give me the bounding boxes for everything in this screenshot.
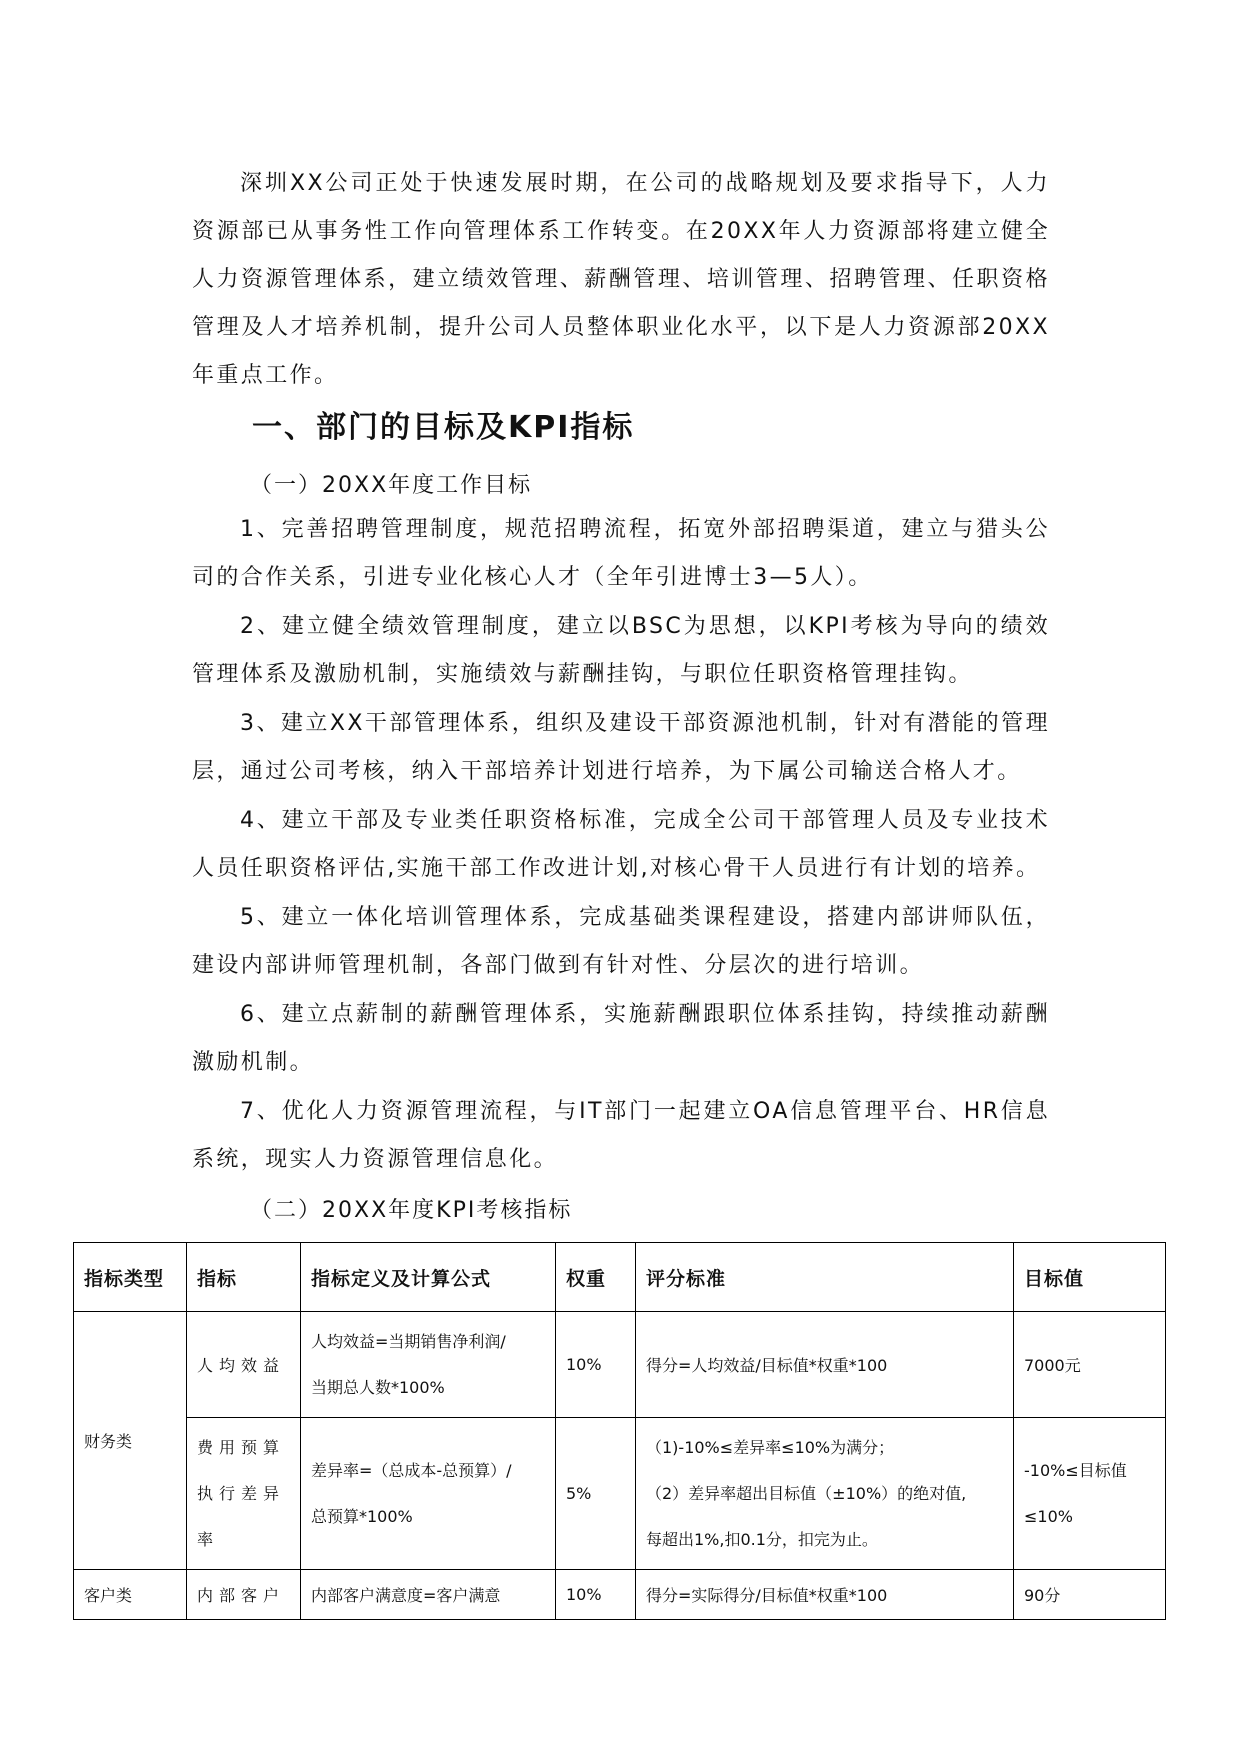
indicator-cell: 人均效益 (187, 1312, 301, 1418)
header-weight: 权重 (556, 1243, 636, 1312)
goal-item-3: 3、建立XX干部管理体系，组织及建设干部资源池机制，针对有潜能的管理层，通过公司考核，纳入干部培养计划进行培养，为下属公司输送合格人才。 (192, 711, 1050, 784)
weight-cell: 10% (556, 1312, 636, 1418)
header-target: 目标值 (1014, 1243, 1166, 1312)
subsection-title-kpi: （二）20XX年度KPI考核指标 (250, 1198, 573, 1223)
goal-item-4: 4、建立干部及专业类任职资格标准，完成全公司干部管理人员及专业技术人员任职资格评估,实施干部工作改进计划,对核心骨干人员进行有计划的培养。 (192, 808, 1050, 881)
header-type: 指标类型 (74, 1243, 187, 1312)
kpi-table (73, 1242, 1166, 1620)
header-definition: 指标定义及计算公式 (301, 1243, 556, 1312)
table-row (74, 1418, 1166, 1570)
indicator-cell: 内部客户 (187, 1570, 301, 1620)
target-cell: 7000元 (1014, 1312, 1166, 1418)
category-finance: 财务类 (74, 1312, 187, 1570)
header-indicator: 指标 (187, 1243, 301, 1312)
criteria-cell: （1)-10%≤差异率≤10%为满分； （2）差异率超出目标值（±10%）的绝对值, 每超出1%,扣0.1分，扣完为止。 (636, 1418, 1014, 1570)
criteria-cell: 得分=人均效益/目标值*权重*100 (636, 1312, 1014, 1418)
definition-cell: 人均效益=当期销售净利润/ 当期总人数*100% (301, 1312, 556, 1418)
target-cell: -10%≤目标值 ≤10% (1014, 1418, 1166, 1570)
goal-item-2: 2、建立健全绩效管理制度，建立以BSC为思想，以KPI考核为导向的绩效管理体系及激励机制，实施绩效与薪酬挂钩，与职位任职资格管理挂钩。 (192, 614, 1050, 687)
category-customer: 客户类 (74, 1570, 187, 1620)
weight-cell: 10% (556, 1570, 636, 1620)
weight-cell: 5% (556, 1418, 636, 1570)
table-header-row (74, 1243, 1166, 1312)
intro-paragraph: 深圳XX公司正处于快速发展时期，在公司的战略规划及要求指导下，人力资源部已从事务性工作向管理体系工作转变。在20XX年人力资源部将建立健全人力资源管理体系，建立绩效管理、薪酬管理、培训管理、招聘管理、任职资格管理及人才培养机制，提升公司人员整体职业化水平，以下是人力资源部20XX年重点工作。 (192, 171, 1050, 388)
goal-item-1: 1、完善招聘管理制度，规范招聘流程，拓宽外部招聘渠道，建立与猎头公司的合作关系，引进专业化核心人才（全年引进博士3—5人）。 (192, 517, 1050, 590)
definition-cell: 差异率=（总成本-总预算）/ 总预算*100% (301, 1418, 556, 1570)
section-title: 一、部门的目标及KPI指标 (252, 410, 635, 445)
criteria-cell: 得分=实际得分/目标值*权重*100 (636, 1570, 1014, 1620)
table-row (74, 1570, 1166, 1620)
subsection-title-goals: （一）20XX年度工作目标 (250, 473, 533, 498)
definition-cell: 内部客户满意度=客户满意 (301, 1570, 556, 1620)
goal-item-6: 6、建立点薪制的薪酬管理体系，实施薪酬跟职位体系挂钩，持续推动薪酬激励机制。 (192, 1002, 1050, 1075)
goal-item-5: 5、建立一体化培训管理体系，完成基础类课程建设，搭建内部讲师队伍，建设内部讲师管理机制，各部门做到有针对性、分层次的进行培训。 (192, 905, 1050, 978)
header-criteria: 评分标准 (636, 1243, 1014, 1312)
table-row (74, 1312, 1166, 1418)
goal-item-7: 7、优化人力资源管理流程，与IT部门一起建立OA信息管理平台、HR信息系统，现实人力资源管理信息化。 (192, 1099, 1050, 1172)
target-cell: 90分 (1014, 1570, 1166, 1620)
indicator-cell: 费用预算 执行差异 率 (187, 1418, 301, 1570)
